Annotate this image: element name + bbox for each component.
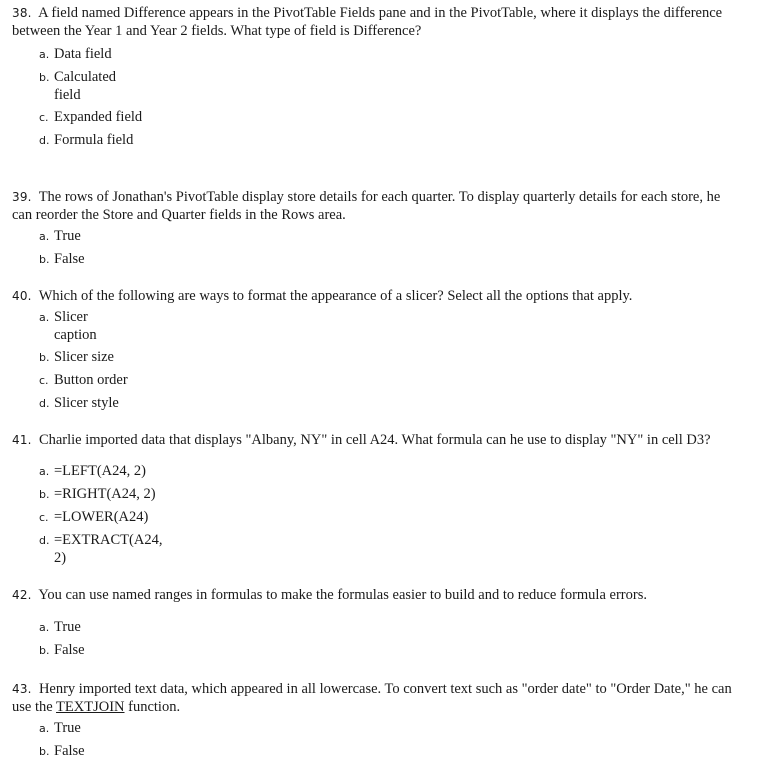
- option-text: False: [54, 642, 85, 658]
- answer-option[interactable]: [39, 616, 742, 639]
- question-number: 38.: [12, 6, 32, 20]
- option-letter: a.: [39, 230, 50, 243]
- answer-option[interactable]: [39, 129, 742, 152]
- question-number: 43.: [12, 682, 32, 696]
- answer-option[interactable]: [39, 717, 742, 740]
- answer-option[interactable]: [39, 483, 742, 506]
- answer-option[interactable]: [39, 43, 742, 66]
- answer-option[interactable]: [39, 225, 742, 248]
- option-letter: b.: [39, 644, 50, 657]
- answer-options: [12, 43, 742, 152]
- question-stem: [12, 680, 742, 716]
- option-letter: d.: [39, 134, 50, 147]
- question-number: 42.: [12, 588, 32, 602]
- option-text: =EXTRACT(A24, 2): [54, 532, 163, 566]
- option-text: True: [54, 720, 81, 736]
- option-letter: c.: [39, 511, 49, 524]
- question-39: [12, 188, 742, 271]
- answer-option[interactable]: [39, 460, 742, 483]
- answer-option[interactable]: [39, 506, 742, 529]
- question-text: Henry imported text data, which appeared in all lowercase. To convert text such as "order date" to "Order Date," he can use the: [12, 681, 732, 715]
- question-number: 41.: [12, 433, 32, 447]
- answer-option[interactable]: [39, 369, 742, 392]
- answer-option[interactable]: [39, 346, 742, 369]
- answer-options: [12, 616, 742, 662]
- answer-option[interactable]: [39, 529, 742, 569]
- question-text: The rows of Jonathan's PivotTable display store details for each quarter. To display quarterly details for each store, he can reorder the Store and Quarter fields in the Rows area.: [12, 189, 721, 223]
- question-43: [12, 680, 742, 763]
- question-stem: [12, 4, 742, 40]
- option-text: Slicer caption: [54, 309, 97, 343]
- option-letter: b.: [39, 745, 50, 758]
- option-text: True: [54, 619, 81, 635]
- option-text: =LOWER(A24): [54, 509, 149, 525]
- option-text: Slicer style: [54, 395, 119, 411]
- option-text: Button order: [54, 372, 128, 388]
- option-letter: b.: [39, 253, 50, 266]
- option-letter: a.: [39, 621, 50, 634]
- answer-option[interactable]: [39, 306, 742, 346]
- question-stem: [12, 287, 742, 305]
- question-number: 39.: [12, 190, 32, 204]
- question-41: [12, 431, 742, 569]
- answer-options: [12, 225, 742, 271]
- answer-options: [12, 717, 742, 763]
- question-text: You can use named ranges in formulas to make the formulas easier to build and to reduce formula errors.: [38, 587, 647, 603]
- option-text: False: [54, 251, 85, 267]
- option-text: Slicer size: [54, 349, 114, 365]
- question-stem: [12, 188, 742, 224]
- question-stem: [12, 431, 742, 449]
- option-text: Expanded field: [54, 109, 143, 125]
- answer-option[interactable]: [39, 639, 742, 662]
- question-text: A field named Difference appears in the PivotTable Fields pane and in the PivotTable, where it displays the difference between the Year 1 and Year 2 fields. What type of field is Difference?: [12, 5, 723, 39]
- option-letter: b.: [39, 71, 50, 84]
- answer-option[interactable]: [39, 106, 742, 129]
- question-number: 40.: [12, 289, 32, 303]
- option-letter: b.: [39, 488, 50, 501]
- option-text: Formula field: [54, 132, 134, 148]
- option-text: False: [54, 743, 85, 759]
- option-letter: a.: [39, 311, 50, 324]
- answer-option[interactable]: [39, 248, 742, 271]
- option-text: True: [54, 228, 81, 244]
- option-letter: b.: [39, 351, 50, 364]
- option-letter: d.: [39, 397, 50, 410]
- answer-option[interactable]: [39, 740, 742, 763]
- quiz-document: [12, 4, 742, 763]
- question-text: Charlie imported data that displays "Albany, NY" in cell A24. What formula can he use to display "NY" in cell D3?: [38, 432, 711, 448]
- question-text-end: function.: [124, 699, 181, 715]
- option-letter: a.: [39, 722, 50, 735]
- option-letter: c.: [39, 374, 49, 387]
- option-letter: a.: [39, 465, 50, 478]
- option-letter: a.: [39, 48, 50, 61]
- answer-options: [12, 306, 742, 415]
- answer-options: [12, 460, 742, 569]
- question-38: [12, 4, 742, 152]
- option-text: =LEFT(A24, 2): [54, 463, 146, 479]
- question-42: [12, 586, 742, 662]
- answer-option[interactable]: [39, 66, 742, 106]
- option-letter: c.: [39, 111, 49, 124]
- question-stem: [12, 586, 742, 604]
- question-text: Which of the following are ways to format the appearance of a slicer? Select all the options that apply.: [38, 288, 633, 304]
- answer-option[interactable]: [39, 392, 742, 415]
- option-text: =RIGHT(A24, 2): [54, 486, 156, 502]
- option-text: Calculated field: [54, 69, 117, 103]
- question-40: [12, 287, 742, 415]
- underlined-term: TEXTJOIN: [56, 699, 125, 715]
- option-letter: d.: [39, 534, 50, 547]
- option-text: Data field: [54, 46, 112, 62]
